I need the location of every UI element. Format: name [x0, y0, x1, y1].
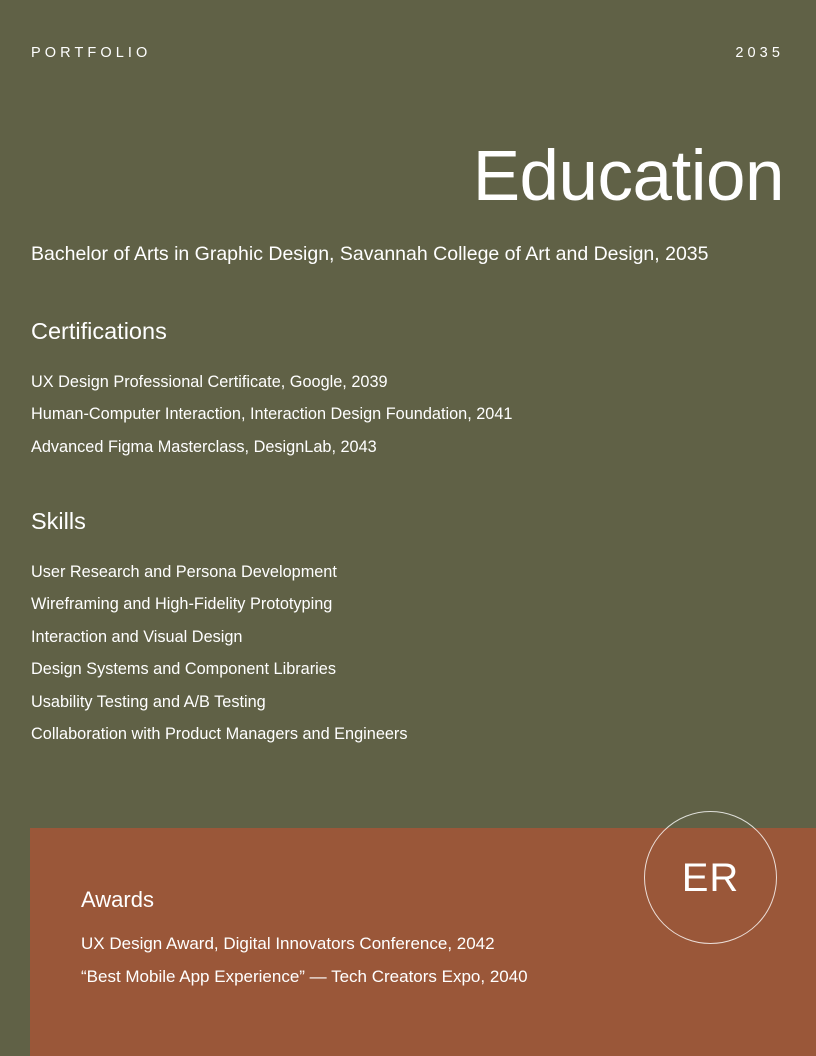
list-item: Collaboration with Product Managers and Engineers — [31, 725, 408, 743]
list-item: UX Design Professional Certificate, Google, 2039 — [31, 372, 388, 391]
list-item: “Best Mobile App Experience” — Tech Creators Expo, 2040 — [81, 967, 528, 986]
page-header — [31, 40, 784, 66]
page-body — [31, 233, 731, 751]
list-item: Design Systems and Component Libraries — [31, 660, 336, 678]
list-item: Advanced Figma Masterclass, DesignLab, 2043 — [31, 437, 377, 456]
awards-section — [81, 889, 701, 993]
certifications-list — [31, 366, 731, 464]
list-item: Wireframing and High-Fidelity Prototyping — [31, 595, 333, 613]
certifications-section — [31, 320, 731, 463]
list-item: User Research and Persona Development — [31, 562, 337, 581]
certifications-heading: Certifications — [31, 318, 167, 344]
list-item: UX Design Award, Digital Innovators Conference, 2042 — [81, 934, 495, 953]
monogram-initials: ER — [681, 855, 740, 900]
monogram-badge — [644, 811, 777, 944]
awards-list — [81, 927, 701, 993]
degree-text: Bachelor of Arts in Graphic Design, Savannah College of Art and Design, 2035 — [31, 243, 709, 265]
page-title: Education — [472, 136, 784, 216]
portfolio-kicker: PORTFOLIO — [31, 44, 152, 61]
skills-heading: Skills — [31, 508, 86, 534]
list-item: Interaction and Visual Design — [31, 627, 243, 646]
list-item: Human-Computer Interaction, Interaction Design Foundation, 2041 — [31, 405, 513, 423]
portfolio-year: 2035 — [735, 44, 784, 61]
skills-list — [31, 556, 731, 751]
list-item: Usability Testing and A/B Testing — [31, 692, 266, 711]
awards-heading: Awards — [81, 887, 154, 912]
skills-section — [31, 510, 731, 751]
